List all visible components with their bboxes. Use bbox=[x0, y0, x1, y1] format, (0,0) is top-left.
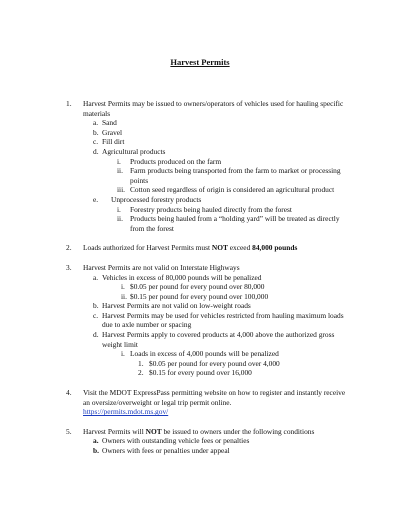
section-text: Loads authorized for Harvest Permits must NOT exceed 84,000 pounds bbox=[83, 243, 298, 253]
page-title: Harvest Permits bbox=[170, 57, 230, 67]
list-item: d. Agricultural products bbox=[93, 146, 166, 156]
list-item: i. Products produced on the farm bbox=[117, 156, 222, 166]
list-item: 1. $0.05 per pound for every pound over 4,000 bbox=[138, 358, 280, 368]
section-4 bbox=[66, 388, 348, 417]
list-item: i. Loads in excess of 4,000 pounds will be penalized bbox=[121, 349, 279, 359]
list-item: iii. Cotton seed regardless of origin is considered an agricultural product bbox=[117, 185, 335, 195]
list-item: b. Harvest Permits are not valid on low-weight roads bbox=[93, 301, 251, 311]
section-number: 2. bbox=[66, 243, 72, 253]
section-5 bbox=[66, 427, 348, 456]
section-text: Visit the MDOT ExpressPass permitting website on how to register and instantly receive an oversize/overweight or legal trip permit online. bbox=[83, 388, 346, 407]
section-number: 5. bbox=[66, 426, 72, 436]
section-text: Harvest Permits may be issued to owners/operators of vehicles used for hauling specific materials bbox=[83, 99, 344, 118]
permits-website-link[interactable]: https://permits.mdot.ms.gov/ bbox=[83, 407, 169, 417]
section-text: Harvest Permits are not valid on Interstate Highways bbox=[83, 262, 240, 272]
list-item: i. Forestry products being hauled directly from the forest bbox=[117, 204, 292, 214]
section-number: 1. bbox=[66, 99, 72, 108]
list-item: i. $0.05 per pound for every pound over 80,000 bbox=[121, 282, 265, 292]
list-item: a. Sand bbox=[93, 118, 117, 128]
list-item: a. Owners with outstanding vehicle fees or penalties bbox=[93, 436, 250, 446]
section-2 bbox=[66, 243, 348, 253]
section-number: 4. bbox=[66, 388, 72, 398]
list-item: ii. Products being hauled from a “holding yard” will be treated as directly from the forest bbox=[117, 214, 340, 233]
section-number: 3. bbox=[66, 262, 72, 272]
list-item: e. Unprocessed forestry products bbox=[93, 194, 202, 204]
list-item: ii. $0.15 per pound for every pound over 100,000 bbox=[121, 291, 269, 301]
list-item: a. Vehicles in excess of 80,000 pounds will be penalized bbox=[93, 272, 262, 282]
list-item: c. Fill dirt bbox=[93, 137, 125, 147]
section-text: Harvest Permits will NOT be issued to owners under the following conditions bbox=[83, 426, 315, 436]
list-item: b. Owners with fees or penalties under appeal bbox=[93, 446, 230, 455]
section-1 bbox=[66, 99, 348, 233]
document-body bbox=[66, 99, 348, 466]
list-item: 2. $0.15 for every pound over 16,000 bbox=[138, 368, 252, 378]
list-item: ii. Farm products being transported from the farm to market or processing points bbox=[117, 166, 341, 185]
section-3 bbox=[66, 263, 348, 378]
list-item: d. Harvest Permits apply to covered products at 4,000 above the authorized gross weight limit bbox=[93, 330, 335, 349]
list-item: b. Gravel bbox=[93, 127, 123, 137]
list-item: c. Harvest Permits may be used for vehicles restricted from hauling maximum loads due to axle number or spacing bbox=[93, 310, 344, 330]
